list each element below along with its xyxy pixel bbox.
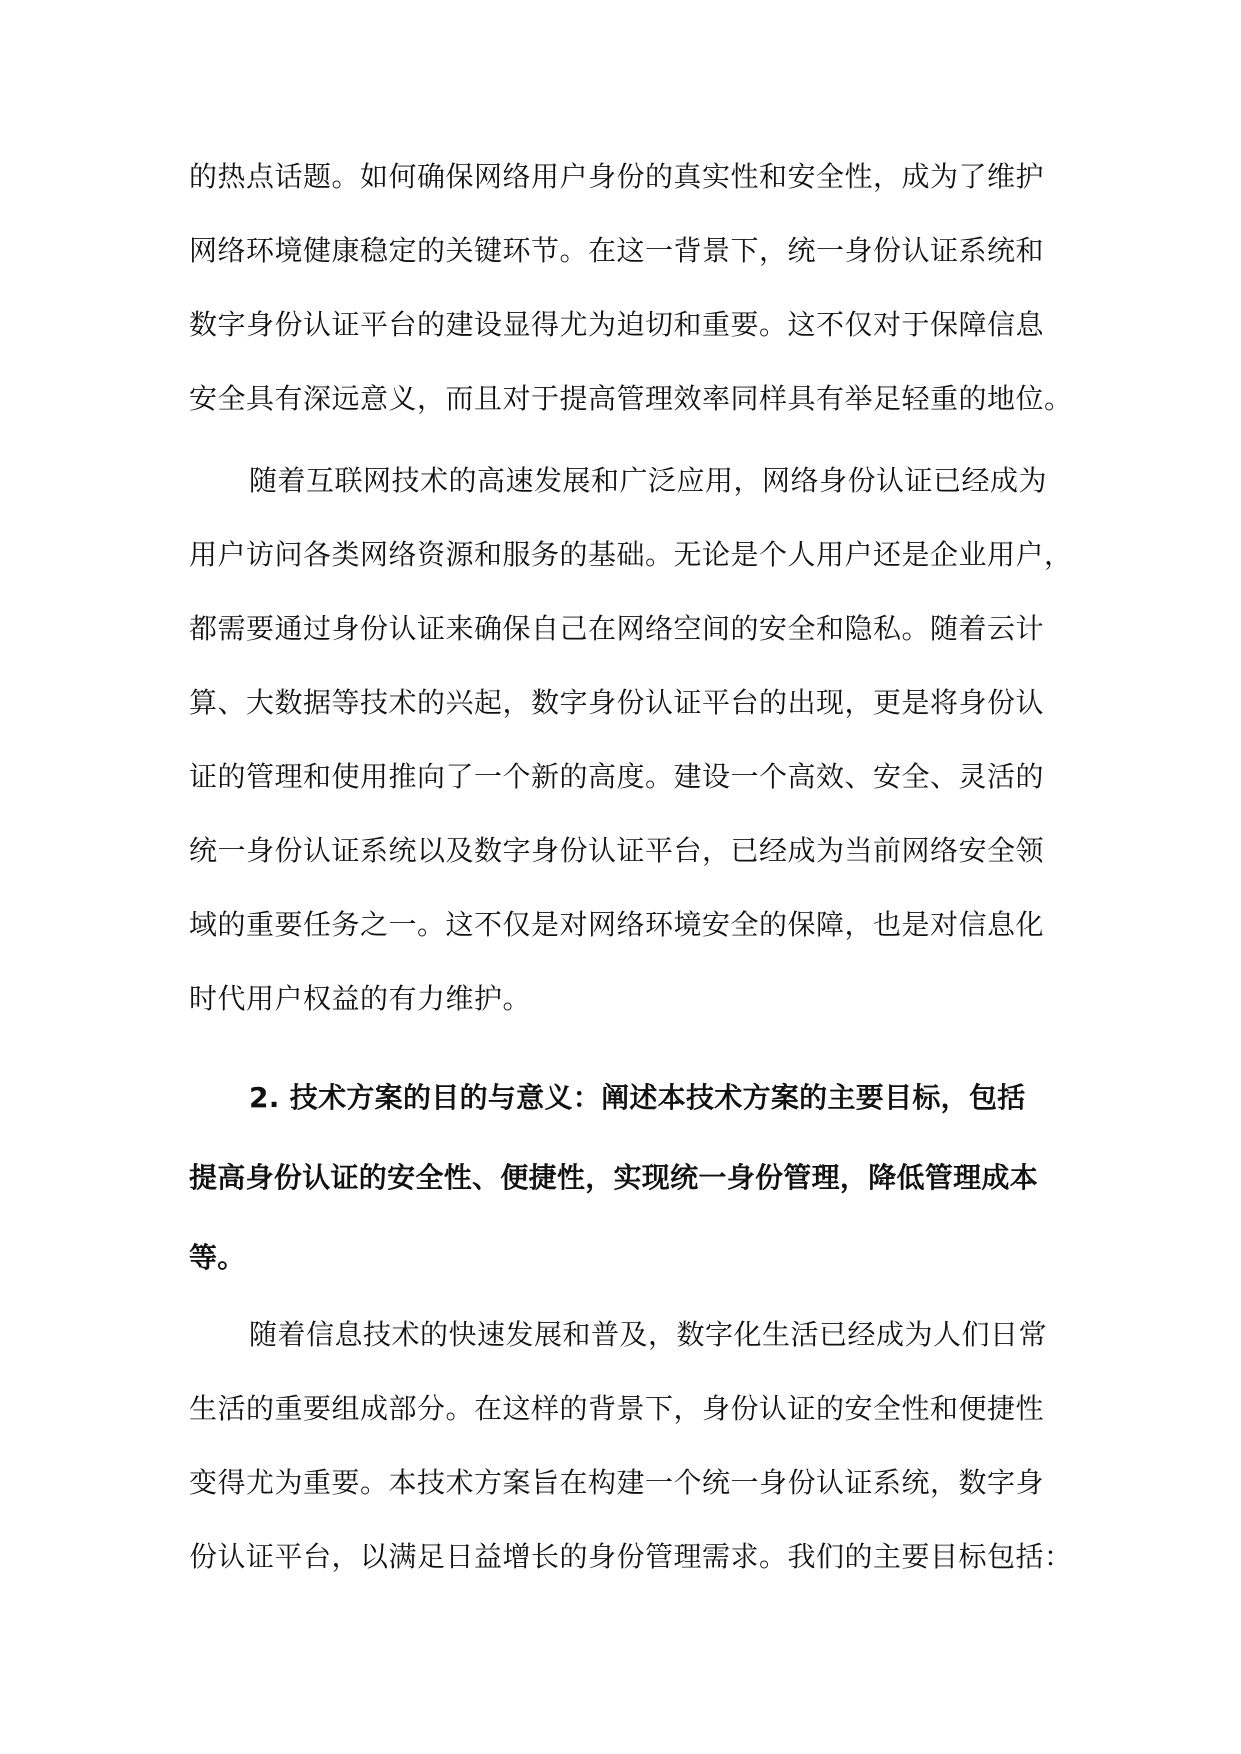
paragraph-objectives [189,1298,1073,1594]
text-line: 网络环境健康稳定的关键环节。在这一背景下，统一身份认证系统和 [189,234,1045,267]
heading-line: 等。 [189,1241,246,1274]
paragraph-background [189,444,1073,1036]
section-spacer [189,1036,1051,1058]
heading-line: 提高身份认证的安全性、便捷性，实现统一身份管理，降低管理成本 [189,1161,1039,1194]
text-line: 用户访问各类网络资源和服务的基础。无论是个人用户还是企业用户， [189,538,1073,571]
text-line: 安全具有深远意义，而且对于提高管理效率同样具有举足轻重的地位。 [189,382,1073,415]
text-line: 随着互联网技术的高速发展和广泛应用，网络身份认证已经成为 [249,464,1048,497]
text-line: 域的重要任务之一。这不仅是对网络环境安全的保障，也是对信息化 [189,908,1045,941]
text-line: 数字身份认证平台的建设显得尤为迫切和重要。这不仅对于保障信息 [189,308,1045,341]
document-body [189,140,1073,1594]
text-line: 统一身份认证系统以及数字身份认证平台，已经成为当前网络安全领 [189,834,1045,867]
text-line: 生活的重要组成部分。在这样的背景下，身份认证的安全性和便捷性 [189,1392,1045,1425]
text-line: 都需要通过身份认证来确保自己在网络空间的安全和隐私。随着云计 [189,612,1045,645]
text-line: 的热点话题。如何确保网络用户身份的真实性和安全性，成为了维护 [189,160,1045,193]
text-line: 随着信息技术的快速发展和普及，数字化生活已经成为人们日常 [249,1318,1048,1351]
text-line: 份认证平台，以满足日益增长的身份管理需求。我们的主要目标包括： [189,1540,1073,1573]
paragraph-spacer [189,436,1051,444]
text-line: 时代用户权益的有力维护。 [189,982,532,1015]
heading-line: 2. 技术方案的目的与意义：阐述本技术方案的主要目标，包括 [249,1081,1026,1114]
paragraph-context [189,140,1073,436]
text-line: 变得尤为重要。本技术方案旨在构建一个统一身份认证系统，数字身 [189,1466,1045,1499]
section-heading [189,1058,1051,1298]
text-line: 证的管理和使用推向了一个新的高度。建设一个高效、安全、灵活的 [189,760,1045,793]
text-line: 算、大数据等技术的兴起，数字身份认证平台的出现，更是将身份认 [189,686,1045,719]
